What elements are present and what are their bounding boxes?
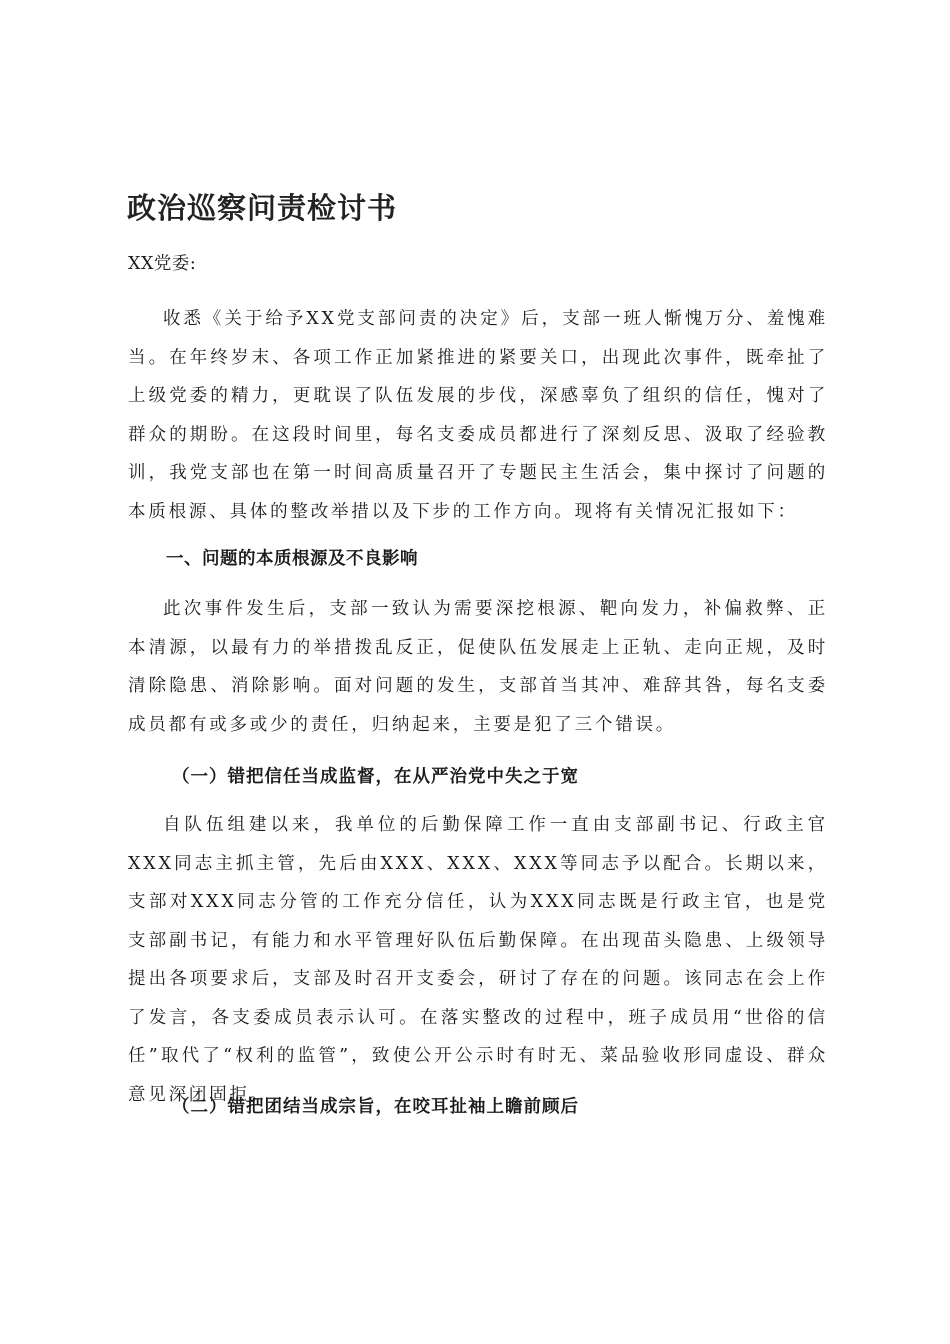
subsection-heading-unity: （二）错把团结当成宗旨，在咬耳扯袖上瞻前顾后 bbox=[172, 1097, 579, 1117]
paragraph-intro: 收悉《关于给予XX党支部问责的决定》后，支部一班人惭愧万分、羞愧难当。在年终岁末、各项工作正加紧推进的紧要关口，出现此次事件，既牵扯了上级党委的精力，更耽误了队伍发展的步伐，深感辜负了组织的信任，愧对了群众的期盼。在这段时间里，每名支委成员都进行了深刻反思、汲取了经验教训，我党支部也在第一时间高质量召开了专题民主生活会，集中探讨了问题的本质根源、具体的整改举措以及下步的工作方向。现将有关情况汇报如下： bbox=[128, 309, 828, 522]
paragraph-trust: 自队伍组建以来，我单位的后勤保障工作一直由支部副书记、行政主官XXX同志主抓主管，先后由XXX、XXX、XXX等同志予以配合。长期以来，支部对XXX同志分管的工作充分信任，认为XXX同志既是行政主官，也是党支部副书记，有能力和水平管理好队伍后勤保障。在出现苗头隐患、上级领导提出各项要求后，支部及时召开支委会，研讨了存在的问题。该同志在会上作了发言，各支委成员表示认可。在落实整改的过程中，班子成员用“世俗的信任”取代了“权利的监管”，致使公开公示时有时无、菜品验收形同虚设、群众意见深闭固拒。 bbox=[128, 815, 828, 1105]
document-title: 政治巡察问责检讨书 bbox=[127, 191, 398, 225]
section-heading-root-causes: 一、问题的本质根源及不良影响 bbox=[166, 549, 418, 569]
paragraph-root-causes: 此次事件发生后，支部一致认为需要深挖根源、靶向发力，补偏救弊、正本清源，以最有力的举措拨乱反正，促使队伍发展走上正轨、走向正规，及时清除隐患、消除影响。面对问题的发生，支部首当其冲、难辞其咎，每名支委成员都有或多或少的责任，归纳起来，主要是犯了三个错误。 bbox=[128, 599, 828, 735]
salutation: XX党委: bbox=[128, 254, 197, 274]
subsection-heading-trust: （一）错把信任当成监督，在从严治党中失之于宽 bbox=[172, 767, 579, 787]
